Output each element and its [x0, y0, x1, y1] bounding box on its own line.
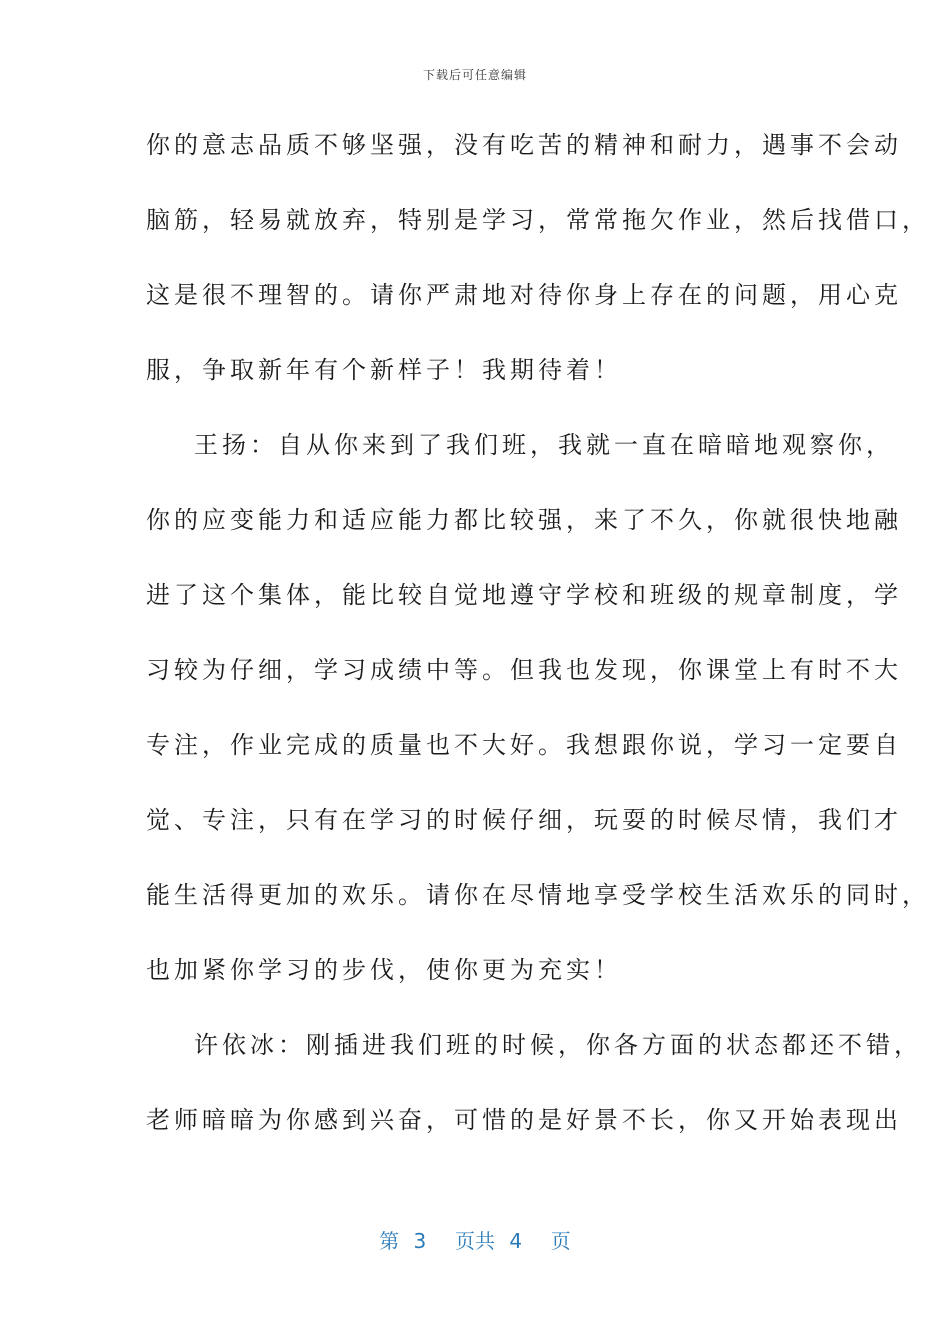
text-line: 服，争取新年有个新样子！我期待着！ [146, 356, 622, 384]
text-line: 能生活得更加的欢乐。请你在尽情地享受学校生活欢乐的同时， [146, 881, 930, 909]
page-header: 下载后可任意编辑 [422, 68, 527, 82]
text-line: 老师暗暗为你感到兴奋，可惜的是好景不长，你又开始表现出 [146, 1106, 902, 1134]
text-line: 这是很不理智的。请你严肃地对待你身上存在的问题，用心克 [146, 281, 902, 309]
document-body [146, 125, 930, 1175]
text-line: 也加紧你学习的步伐，使你更为充实！ [146, 956, 622, 984]
text-line: 习较为仔细，学习成绩中等。但我也发现，你课堂上有时不大 [146, 656, 902, 684]
paragraph-start-line: 王扬：自从你来到了我们班，我就一直在暗暗地观察你， [194, 431, 894, 459]
text-line: 进了这个集体，能比较自觉地遵守学校和班级的规章制度，学 [146, 581, 902, 609]
text-line: 专注，作业完成的质量也不大好。我想跟你说，学习一定要自 [146, 731, 902, 759]
paragraph-start-line: 许依冰：刚插进我们班的时候，你各方面的状态都还不错， [194, 1031, 922, 1059]
text-line: 觉、专注，只有在学习的时候仔细，玩耍的时候尽情，我们才 [146, 806, 902, 834]
text-line: 你的应变能力和适应能力都比较强，来了不久，你就很快地融 [146, 506, 902, 534]
text-line: 脑筋，轻易就放弃，特别是学习，常常拖欠作业，然后找借口， [146, 206, 930, 234]
page-footer: 第 3 页共 4 页 [379, 1229, 571, 1253]
text-line: 你的意志品质不够坚强，没有吃苦的精神和耐力，遇事不会动 [146, 131, 902, 159]
